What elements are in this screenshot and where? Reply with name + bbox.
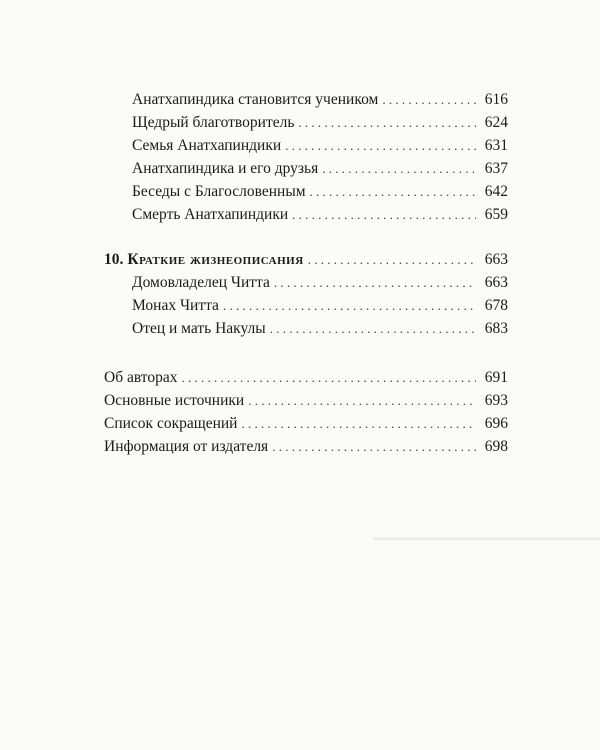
toc-entry-page: 678: [484, 297, 508, 314]
leader-dots: [285, 136, 476, 156]
leader-dots: [181, 368, 476, 388]
toc-entry[interactable]: [132, 205, 508, 225]
toc-entry[interactable]: [132, 273, 508, 293]
toc-entry-page: 631: [484, 137, 508, 154]
toc-entry[interactable]: [132, 136, 508, 156]
chapter-number: 10.: [104, 251, 124, 268]
toc-entry[interactable]: [132, 113, 508, 133]
toc-entry-page: 663: [484, 274, 508, 291]
leader-dots: [298, 113, 476, 133]
toc-entry[interactable]: [132, 159, 508, 179]
toc-entry-page: 637: [484, 160, 508, 177]
toc-entry-label: Щедрый благотворитель: [132, 114, 295, 131]
toc-entry-label: Основные источники: [104, 392, 245, 409]
toc-entry-label: Семья Анатхапиндики: [132, 137, 282, 154]
toc-entry[interactable]: [132, 90, 508, 110]
toc-entry-label: Об авторах: [104, 369, 178, 386]
toc-entry-label: Беседы с Благословенным: [132, 183, 306, 200]
leader-dots: [292, 205, 476, 225]
toc-entry[interactable]: [104, 391, 508, 411]
show-through-line: ━━━━━━━━━━━━━━━━━━━━━━━━━: [374, 532, 600, 548]
toc-entry[interactable]: [132, 296, 508, 316]
toc-entry-page: 659: [484, 206, 508, 223]
leader-dots: [223, 296, 476, 316]
leader-dots: [272, 437, 476, 457]
leader-dots: [322, 159, 476, 179]
toc-entry-label: Анатхапиндика и его друзья: [132, 160, 319, 177]
toc-entry-label: Анатхапиндика становится учеником: [132, 91, 379, 108]
leader-dots: [310, 182, 476, 202]
toc-entry-page: 693: [484, 392, 508, 409]
toc-chapter-heading[interactable]: [104, 250, 508, 270]
toc-entry-page: 663: [484, 251, 508, 268]
toc-entry[interactable]: [104, 414, 508, 434]
toc-entry-label: Домовладелец Читта: [132, 274, 270, 291]
toc-entry-page: 698: [484, 438, 508, 455]
toc-entry-page: 642: [484, 183, 508, 200]
chapter-title: Краткие жизнеописания: [127, 251, 304, 268]
leader-dots: [241, 414, 476, 434]
toc-entry-page: 616: [484, 91, 508, 108]
leader-dots: [248, 391, 476, 411]
toc-entry-page: 696: [484, 415, 508, 432]
toc-entry[interactable]: [132, 319, 508, 339]
toc-entry-page: 691: [484, 369, 508, 386]
toc-entry-page: 624: [484, 114, 508, 131]
toc-entry[interactable]: [132, 182, 508, 202]
toc-entry-label: Монах Читта: [132, 297, 219, 314]
toc-entry-label: Информация от издателя: [104, 438, 269, 455]
leader-dots: [308, 250, 476, 270]
toc-entry-label: Смерть Анатхапиндики: [132, 206, 289, 223]
toc-entry[interactable]: [104, 368, 508, 388]
leader-dots: [270, 319, 476, 339]
toc-entry-label: Список сокращений: [104, 415, 238, 432]
toc-entry[interactable]: [104, 437, 508, 457]
leader-dots: [382, 90, 476, 110]
toc-entry-label: Отец и мать Накулы: [132, 320, 266, 337]
toc-entry-page: 683: [484, 320, 508, 337]
leader-dots: [274, 273, 476, 293]
